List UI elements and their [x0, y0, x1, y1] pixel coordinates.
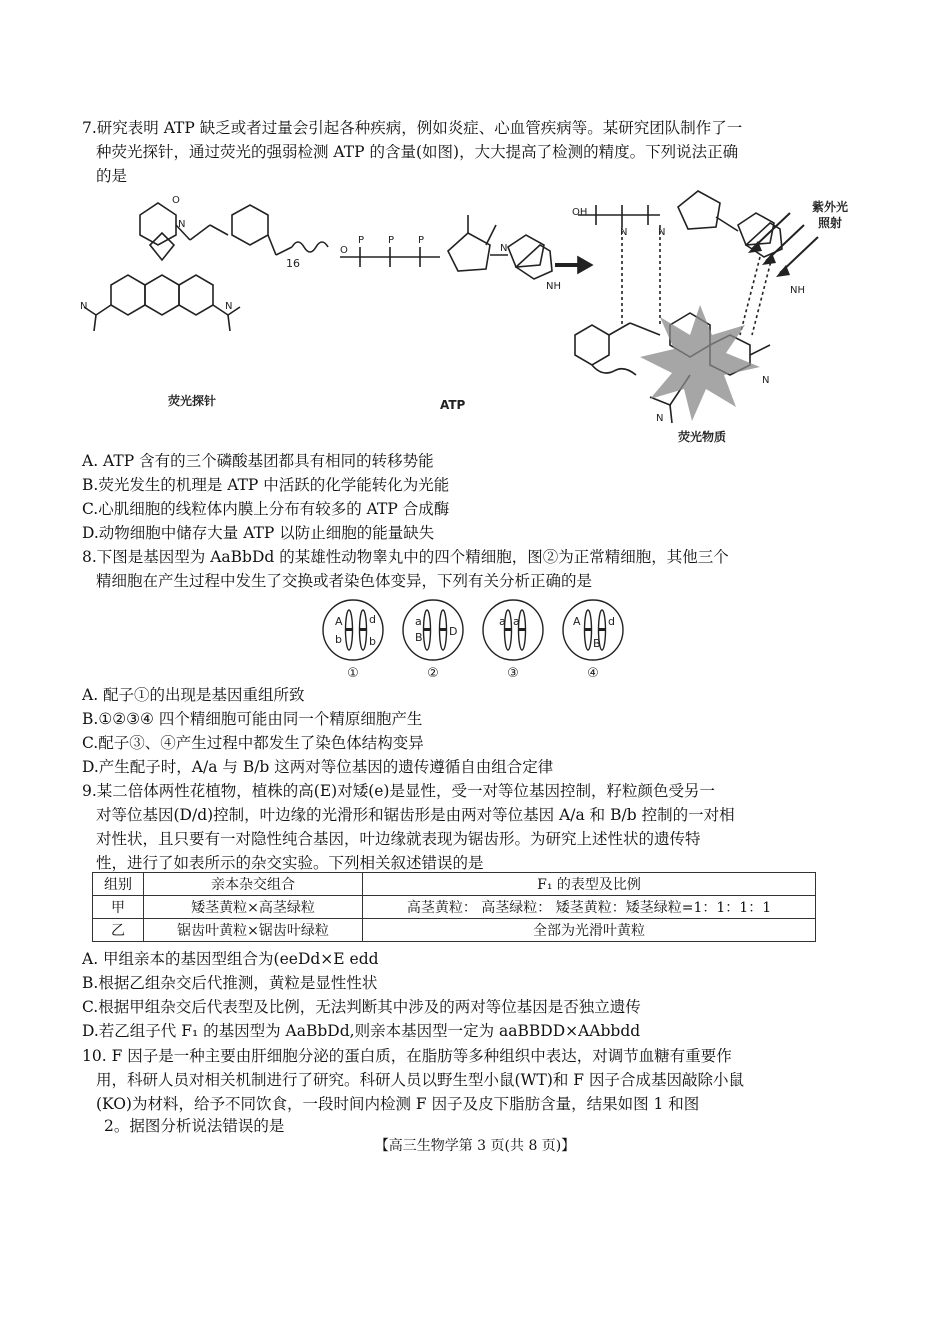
atp-probe-figure [0, 185, 950, 455]
table-header-row [93, 873, 816, 896]
svg-text:N: N [500, 243, 508, 254]
cross-table [92, 872, 816, 942]
table-row [93, 896, 816, 919]
q10-stem-line-3: (KO)为材料，给予不同饮食，一段时间内检测 F 因子及皮下脂肪含量，结果如图 1 和图 [96, 1095, 700, 1113]
x16-subscript: 16 [286, 257, 300, 270]
uv-label-2: 照射 [818, 216, 843, 230]
q7-stem-line-1: 7.研究表明 ATP 缺乏或者过量会引起各种疾病，例如炎症、心血管疾病等。某研究团队制作了一 [82, 119, 743, 137]
q9-stem-line-4: 性，进行了如表所示的杂交实验。下列相关叙述错误的是 [96, 854, 484, 872]
q9-stem-line-2: 对等位基因(D/d)控制，叶边缘的光滑形和锯齿形是由两对等位基因 A/a 和 B/b 控制的一对相 [96, 806, 735, 824]
sperm-cells-figure [315, 597, 655, 682]
svg-text:N: N [656, 413, 664, 424]
svg-text:P: P [388, 235, 395, 246]
page-footer: 【高三生物学第 3 页(共 8 页)】 [374, 1138, 576, 1154]
svg-text:P: P [358, 235, 365, 246]
cell4-gene-d: d [608, 615, 615, 628]
svg-text:N: N [658, 227, 666, 238]
q8-option-c: C.配子③、④产生过程中都发生了染色体结构变异 [82, 734, 424, 752]
q10-stem-line-2: 用，科研人员对相关机制进行了研究。科研人员以野生型小鼠(WT)和 F 因子合成基因敲除小鼠 [96, 1071, 744, 1089]
q7-option-b: B.荧光发生的机理是 ATP 中活跃的化学能转化为光能 [82, 476, 450, 494]
svg-text:P: P [418, 235, 425, 246]
header-group: 组别 [93, 873, 144, 896]
row-jia-group: 甲 [93, 896, 144, 919]
q8-option-b: B.①②③④ 四个精细胞可能由同一个精原细胞产生 [82, 710, 423, 728]
svg-text:N: N [80, 301, 88, 312]
row-jia-cross: 矮茎黄粒×高茎绿粒 [144, 896, 363, 919]
svg-text:OH: OH [572, 207, 588, 218]
q9-option-b: B.根据乙组杂交后代推测，黄粒是显性性状 [82, 974, 378, 992]
cell2-gene-d: D [449, 625, 458, 638]
cell1-gene-b: b [335, 633, 342, 646]
product-label: 荧光物质 [678, 430, 727, 444]
q8-option-d: D.产生配子时，A/a 与 B/b 这两对等位基因的遗传遵循自由组合定律 [82, 758, 554, 776]
svg-text:NH: NH [546, 281, 561, 292]
cell3-number: ③ [507, 666, 519, 681]
q9-option-c: C.根据甲组杂交后代表型及比例，无法判断其中涉及的两对等位基因是否独立遗传 [82, 998, 641, 1016]
svg-text:N: N [225, 301, 233, 312]
probe-label: 荧光探针 [168, 394, 217, 408]
table-row [93, 919, 816, 942]
q7-stem-line-2: 种荧光探针，通过荧光的强弱检测 ATP 的含量(如图)，大大提高了检测的精度。下列说法正确 [96, 143, 739, 161]
cell1-gene-d: d [369, 613, 376, 626]
q7-option-a: A. ATP 含有的三个磷酸基团都具有相同的转移势能 [82, 452, 434, 470]
cell1-gene-b2: b [369, 635, 376, 648]
q9-stem-line-1: 9.某二倍体两性花植物，植株的高(E)对矮(e)是显性，受一对等位基因控制，籽粒颜色受另一 [82, 782, 715, 800]
cell4-gene-b: B [593, 637, 601, 650]
header-f1: F₁ 的表型及比例 [363, 873, 816, 896]
svg-text:N: N [178, 219, 186, 230]
q10-stem-line-1: 10. F 因子是一种主要由肝细胞分泌的蛋白质，在脂肪等多种组织中表达，对调节血糖有重要作 [82, 1047, 732, 1065]
cell3-gene-a: a [499, 615, 506, 628]
q7-option-c: C.心肌细胞的线粒体内膜上分布有较多的 ATP 合成酶 [82, 500, 450, 518]
q9-option-a: A. 甲组亲本的基因型组合为(eeDd×E edd [82, 950, 379, 968]
q8-option-a: A. 配子①的出现是基因重组所致 [82, 686, 305, 704]
cell3-gene-a2: a [513, 615, 520, 628]
row-jia-f1: 高茎黄粒： 高茎绿粒： 矮茎黄粒：矮茎绿粒=1：1：1：1 [363, 896, 816, 919]
cell1-number: ① [347, 666, 359, 681]
row-yi-cross: 锯齿叶黄粒×锯齿叶绿粒 [144, 919, 363, 942]
q7-stem-line-3: 的是 [96, 167, 128, 185]
header-cross: 亲本杂交组合 [144, 873, 363, 896]
svg-text:NH: NH [790, 285, 805, 296]
cell1-gene-a: A [335, 615, 343, 628]
uv-label-1: 紫外光 [812, 200, 849, 214]
q8-stem-line-1: 8.下图是基因型为 AaBbDd 的某雄性动物睾丸中的四个精细胞，图②为正常精细胞，其他三个 [82, 548, 729, 566]
cell2-number: ② [427, 666, 439, 681]
svg-text:O: O [340, 245, 348, 256]
q9-stem-line-3: 对性状，且只要有一对隐性纯合基因，叶边缘就表现为锯齿形。为研究上述性状的遗传特 [96, 830, 701, 848]
svg-text:O: O [172, 195, 180, 206]
q10-stem-line-4: 2。据图分析说法错误的是 [104, 1117, 285, 1135]
cell4-gene-a: A [573, 615, 581, 628]
q9-option-d: D.若乙组子代 F₁ 的基因型为 AaBbDd,则亲本基因型一定为 aaBBDD×AAbbdd [82, 1022, 641, 1040]
atp-label: ATP [440, 398, 466, 412]
svg-text:N: N [762, 375, 770, 386]
cell2-gene-a: a [415, 615, 422, 628]
row-yi-group: 乙 [93, 919, 144, 942]
q7-option-d: D.动物细胞中储存大量 ATP 以防止细胞的能量缺失 [82, 524, 435, 542]
row-yi-f1: 全部为光滑叶黄粒 [363, 919, 816, 942]
cell2-gene-b: B [415, 631, 423, 644]
svg-text:N: N [620, 227, 628, 238]
q8-stem-line-2: 精细胞在产生过程中发生了交换或者染色体变异，下列有关分析正确的是 [96, 572, 593, 590]
cell4-number: ④ [587, 666, 599, 681]
